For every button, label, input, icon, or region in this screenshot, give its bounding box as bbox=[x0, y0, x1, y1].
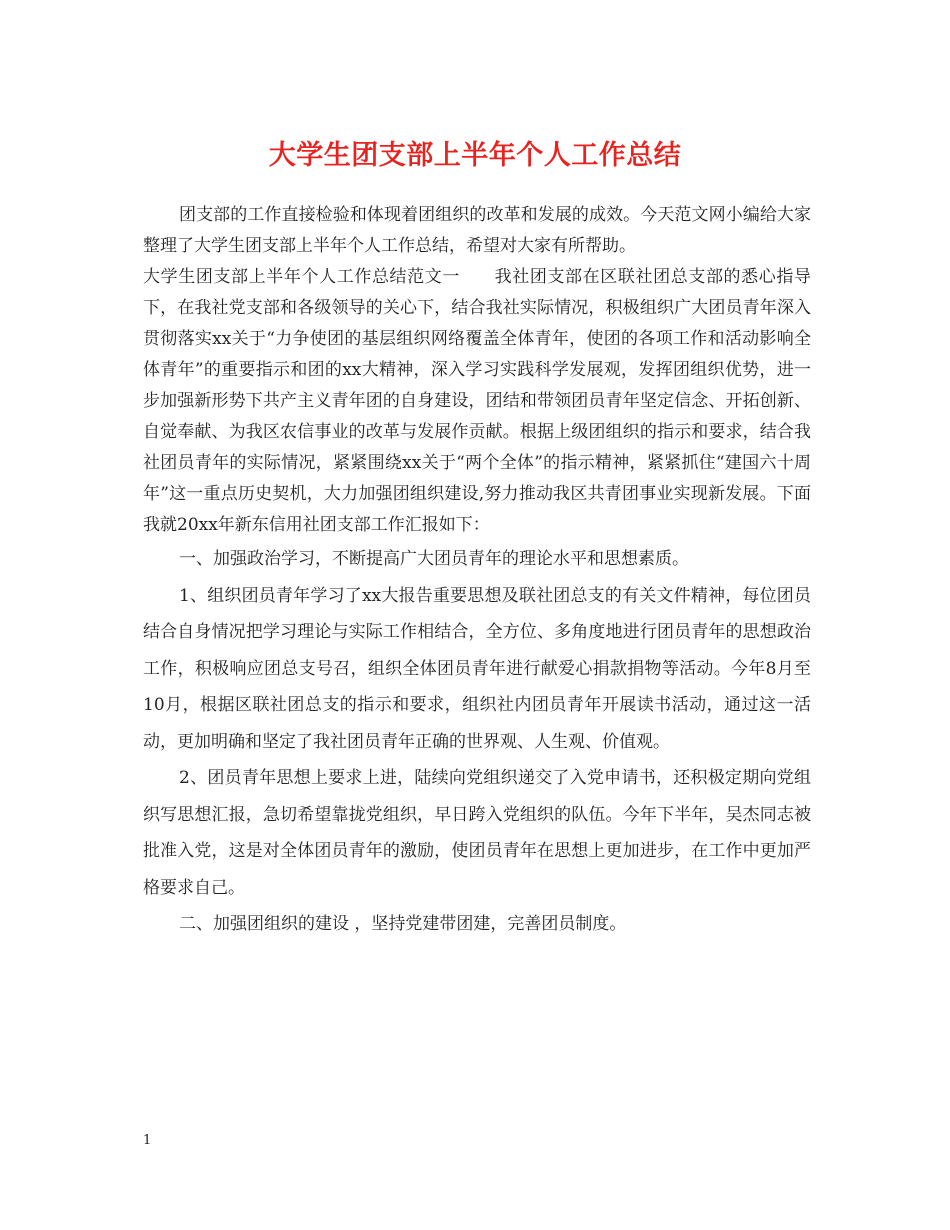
document-title: 大学生团支部上半年个人工作总结 bbox=[268, 140, 682, 171]
item-paragraph-2: 2、团员青年思想上要求上进，陆续向党组织递交了入党申请书，还积极定期向党组织写思想汇报，急切希望靠拢党组织，早日跨入党组织的队伍。今年下半年，吴杰同志被批准入党，这是对全体团员青年的激励，使团员青年在思想上更加进步，在工作中更加严格要求自己。 bbox=[143, 768, 811, 898]
example-text: 我社团支部在区联社团总支部的悉心指导下，在我社党支部和各级领导的关心下，结合我社实际情况，积极组织广大团员青年深入贯彻落实xx关于“力争使团的基层组织网络覆盖全体青年，使团的各项工作和活动影响全体青年”的重要指示和团的xx大精神，深入学习实践科学发展观，发挥团组织优势，进一步加强新形势下共产主义青年团的自身建设，团结和带领团员青年坚定信念、开拓创新、自觉奉献、为我区农信事业的改革与发展作贡献。根据上级团组织的指示和要求，结合我社团员青年的实际情况，紧紧围绕xx关于“两个全体”的指示精神，紧紧抓住“建国六十周年”这一重点历史契机，大力加强团组织建设,努力推动我区共青团事业实现新发展。下面我就20xx年新东信用社团支部工作汇报如下： bbox=[143, 267, 811, 535]
page-number: 1 bbox=[143, 1133, 152, 1148]
document-body bbox=[143, 200, 811, 943]
section-heading-2: 二、加强团组织的建设 ，坚持党建带团建，完善团员制度。 bbox=[179, 914, 627, 934]
item-paragraph-1: 1、组织团员青年学习了xx大报告重要思想及联社团总支的有关文件精神，每位团员结合自身情况把学习理论与实际工作相结合，全方位、多角度地进行团员青年的思想政治工作，积极响应团总支号召，组织全体团员青年进行献爱心捐款捐物等活动。今年8月至10月，根据区联社团总支的指示和要求，组织社内团员青年开展读书活动，通过这一活动，更加明确和坚定了我社团员青年正确的世界观、人生观、价值观。 bbox=[143, 585, 811, 752]
example-label: 大学生团支部上半年个人工作总结范文一 bbox=[143, 267, 460, 287]
example-paragraph bbox=[143, 262, 811, 541]
intro-paragraph: 团支部的工作直接检验和体现着团组织的改革和发展的成效。今天范文网小编给大家整理了大学生团支部上半年个人工作总结，希望对大家有所帮助。 bbox=[143, 205, 811, 256]
section-heading-1: 一、加强政治学习，不断提高广大团员青年的理论水平和思想素质。 bbox=[179, 549, 689, 569]
